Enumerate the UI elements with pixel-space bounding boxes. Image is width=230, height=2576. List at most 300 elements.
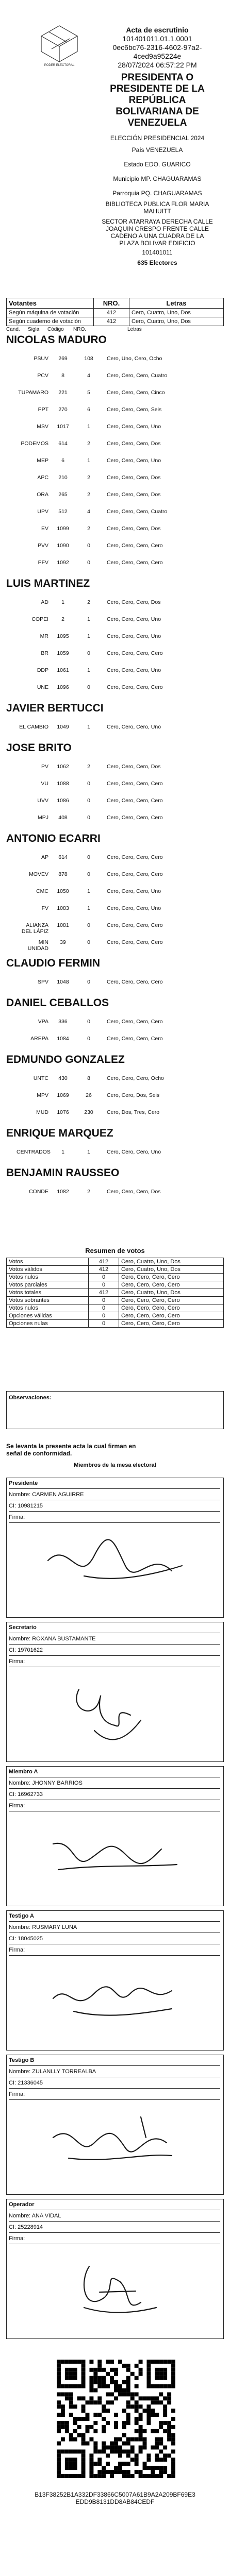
- municipio: Municipio MP. CHAGUARAMAS: [113, 175, 202, 182]
- qr-module: [110, 2474, 114, 2478]
- party-votes: 1: [87, 724, 90, 730]
- qr-module: [114, 2396, 118, 2400]
- party-letras: Cero, Cero, Cero, Cero: [107, 650, 163, 656]
- party-votes: 0: [87, 979, 90, 985]
- qr-module: [110, 2360, 114, 2364]
- summary-letras: Cero, Cero, Cero, Cero: [119, 1304, 224, 1312]
- acta-header: [95, 26, 219, 70]
- signer-ci: CI: 25228914: [9, 2224, 220, 2233]
- qr-module: [73, 2417, 77, 2421]
- qr-module: [146, 2474, 151, 2478]
- qr-module: [81, 2470, 86, 2474]
- qr-module: [155, 2396, 159, 2400]
- qr-module: [93, 2442, 97, 2446]
- qr-module: [146, 2368, 151, 2372]
- qr-module: [89, 2470, 93, 2474]
- qr-module: [102, 2384, 106, 2388]
- signer-box: [6, 1478, 224, 1618]
- summary-letras: Cero, Cero, Cero, Cero: [119, 1274, 224, 1281]
- signer-name: Nombre: ZULANLLY TORREALBA: [9, 2069, 220, 2077]
- qr-module: [167, 2474, 171, 2478]
- qr-module: [171, 2372, 175, 2376]
- qr-module: [77, 2449, 81, 2453]
- qr-module: [114, 2384, 118, 2388]
- qr-module: [65, 2396, 69, 2400]
- party-letras: Cero, Cero, Cero, Dos: [107, 599, 161, 605]
- row-nro: 412: [94, 317, 129, 326]
- qr-module: [171, 2474, 175, 2478]
- qr-module: [151, 2413, 155, 2417]
- qr-module: [86, 2400, 90, 2404]
- qr-module: [57, 2384, 61, 2388]
- handwritten-signature: [38, 1818, 192, 1895]
- handwritten-signature: [38, 1530, 192, 1607]
- qr-module: [81, 2368, 86, 2372]
- qr-module: [57, 2442, 61, 2446]
- qr-module: [126, 2437, 130, 2442]
- party-letras: Cero, Cero, Cero, Uno: [107, 724, 161, 730]
- centro-code: 101401011: [142, 249, 173, 256]
- qr-module: [93, 2449, 97, 2453]
- handwritten-signature: [38, 2107, 192, 2184]
- members-title: Miembros de la mesa electoral: [74, 1462, 156, 1468]
- party-sigla: VPA: [38, 1019, 48, 1025]
- qr-module: [171, 2449, 175, 2453]
- party-sigla: AP: [41, 854, 48, 860]
- qr-module: [97, 2462, 102, 2466]
- qr-module: [77, 2360, 81, 2364]
- party-row: [6, 369, 224, 385]
- qr-module: [61, 2404, 65, 2409]
- qr-module: [69, 2433, 73, 2437]
- party-votes: 1: [87, 888, 90, 894]
- qr-module: [102, 2376, 106, 2380]
- qr-module: [69, 2396, 73, 2400]
- qr-module: [102, 2470, 106, 2474]
- qr-module: [57, 2458, 61, 2462]
- qr-module: [126, 2453, 130, 2458]
- party-votes: 8: [87, 1075, 90, 1081]
- qr-module: [89, 2380, 93, 2384]
- party-letras: Cero, Cero, Cero, Dos: [107, 1189, 161, 1195]
- signer-ci: CI: 18045025: [9, 1936, 220, 1944]
- party-sigla: UPV: [37, 509, 48, 515]
- party-row: [6, 1072, 224, 1088]
- qr-module: [118, 2384, 122, 2388]
- signer-role: Testigo B: [9, 2057, 220, 2066]
- qr-module: [61, 2384, 65, 2388]
- qr-module: [89, 2466, 93, 2470]
- summary-nro: 0: [89, 1312, 119, 1320]
- heading-line: PRESIDENTA O: [121, 72, 194, 83]
- qr-module: [151, 2470, 155, 2474]
- qr-module: [102, 2380, 106, 2384]
- qr-module: [126, 2388, 130, 2393]
- qr-module: [73, 2429, 77, 2433]
- party-letras: Cero, Cero, Dos, Seis: [107, 1092, 160, 1098]
- qr-module: [159, 2458, 163, 2462]
- party-votes: 26: [86, 1092, 92, 1098]
- qr-module: [65, 2458, 69, 2462]
- qr-module: [93, 2446, 97, 2450]
- qr-module: [57, 2400, 61, 2404]
- party-sigla: CONDE: [29, 1189, 48, 1195]
- qr-module: [93, 2413, 97, 2417]
- qr-module: [77, 2384, 81, 2388]
- qr-module: [77, 2417, 81, 2421]
- candidate-name: JAVIER BERTUCCI: [6, 702, 104, 714]
- summary-row: [7, 1266, 224, 1274]
- qr-module: [171, 2442, 175, 2446]
- qr-module: [130, 2449, 135, 2453]
- estado: Estado EDO. GUARICO: [124, 161, 191, 168]
- summary-row: [7, 1274, 224, 1281]
- qr-module: [110, 2380, 114, 2384]
- party-votes: 2: [87, 440, 90, 447]
- party-letras: Cero, Cero, Cero, Cero: [107, 543, 163, 549]
- party-row: [6, 664, 224, 680]
- party-letras: Cero, Cero, Cero, Cero: [107, 1036, 163, 1042]
- party-row: [6, 613, 224, 629]
- qr-module: [135, 2376, 139, 2380]
- qr-module: [143, 2466, 147, 2470]
- party-sigla: MUD: [36, 1109, 48, 1115]
- qr-module: [163, 2466, 167, 2470]
- qr-module: [159, 2392, 163, 2396]
- qr-module: [65, 2429, 69, 2433]
- qr-module: [93, 2380, 97, 2384]
- qr-module: [65, 2376, 69, 2380]
- signer-firma-label: Firma:: [9, 2235, 220, 2244]
- qr-module: [93, 2474, 97, 2478]
- qr-module: [118, 2449, 122, 2453]
- qr-module: [126, 2364, 130, 2368]
- electores-count: 635 Electores: [137, 259, 177, 266]
- party-codigo: 614: [58, 440, 68, 447]
- signer-firma-label: Firma:: [9, 1947, 220, 1956]
- qr-module: [102, 2368, 106, 2372]
- party-codigo: 408: [58, 815, 68, 821]
- party-votes: 4: [87, 509, 90, 515]
- qr-module: [77, 2474, 81, 2478]
- party-letras: Cero, Cero, Cero, Cero: [107, 815, 163, 821]
- qr-module: [97, 2396, 102, 2400]
- qr-module: [69, 2404, 73, 2409]
- qr-module: [118, 2446, 122, 2450]
- qr-module: [135, 2384, 139, 2388]
- party-sigla: MEP: [37, 457, 48, 464]
- qr-module: [69, 2384, 73, 2388]
- qr-module: [167, 2392, 171, 2396]
- qr-module: [81, 2449, 86, 2453]
- qr-module: [126, 2413, 130, 2417]
- qr-module: [106, 2409, 110, 2413]
- summary-section: [6, 1247, 224, 1328]
- qr-module: [126, 2470, 130, 2474]
- party-codigo: 1061: [57, 667, 69, 673]
- party-codigo: 1092: [57, 560, 69, 566]
- qr-module: [110, 2446, 114, 2450]
- party-votes: 5: [87, 389, 90, 396]
- party-letras: Cero, Cero, Cero, Dos: [107, 474, 161, 481]
- summary-letras: Cero, Cuatro, Uno, Dos: [119, 1258, 224, 1266]
- qr-module: [61, 2449, 65, 2453]
- party-letras: Cero, Cero, Cero, Cero: [107, 922, 163, 928]
- party-codigo: 1069: [57, 1092, 69, 1098]
- qr-module: [163, 2404, 167, 2409]
- qr-module: [122, 2409, 126, 2413]
- party-sigla: MIN UNIDAD: [27, 939, 48, 952]
- qr-module: [171, 2380, 175, 2384]
- party-codigo: 1049: [57, 724, 69, 730]
- qr-module: [97, 2376, 102, 2380]
- qr-module: [126, 2392, 130, 2396]
- qr-module: [143, 2462, 147, 2466]
- qr-module: [163, 2453, 167, 2458]
- qr-module: [114, 2425, 118, 2429]
- qr-module: [163, 2376, 167, 2380]
- qr-module: [126, 2417, 130, 2421]
- qr-module: [163, 2413, 167, 2417]
- signer-name: Nombre: ANA VIDAL: [9, 2213, 220, 2222]
- qr-module: [106, 2400, 110, 2404]
- qr-module: [126, 2421, 130, 2425]
- qr-module: [167, 2384, 171, 2388]
- qr-module: [139, 2372, 143, 2376]
- summary-label: Votos nulos: [7, 1304, 89, 1312]
- qr-module: [122, 2442, 126, 2446]
- party-sigla: TUPAMARO: [18, 389, 48, 396]
- summary-table: [6, 1258, 224, 1328]
- party-letras: Cero, Cero, Cero, Dos: [107, 526, 161, 532]
- qr-module: [114, 2442, 118, 2446]
- qr-module: [114, 2437, 118, 2442]
- party-votes: 230: [84, 1109, 93, 1115]
- qr-module: [93, 2400, 97, 2404]
- party-votes: 0: [87, 939, 90, 945]
- party-row: [6, 919, 224, 935]
- qr-module: [159, 2400, 163, 2404]
- qr-module: [61, 2413, 65, 2417]
- party-letras: Cero, Uno, Cero, Ocho: [107, 355, 162, 362]
- party-codigo: 1088: [57, 781, 69, 787]
- qr-module: [171, 2433, 175, 2437]
- qr-module: [97, 2368, 102, 2372]
- signer-role: Secretario: [9, 1624, 220, 1633]
- party-sigla: UVV: [37, 798, 48, 804]
- party-sigla: SPV: [37, 979, 48, 985]
- qr-module: [159, 2376, 163, 2380]
- qr-module: [118, 2462, 122, 2466]
- party-row: [6, 647, 224, 663]
- qr-module: [57, 2421, 61, 2425]
- observations-box: [6, 1391, 224, 1429]
- party-letras: Cero, Cero, Cero, Cinco: [107, 389, 165, 396]
- party-letras: Cero, Cero, Cero, Cero: [107, 684, 163, 690]
- party-row: [6, 630, 224, 646]
- qr-module: [155, 2376, 159, 2380]
- signer-role: Testigo A: [9, 1913, 220, 1922]
- qr-module: [167, 2453, 171, 2458]
- party-sigla: UNTC: [33, 1075, 48, 1081]
- qr-module: [110, 2368, 114, 2372]
- qr-module: [122, 2380, 126, 2384]
- qr-module: [118, 2453, 122, 2458]
- qr-module: [171, 2384, 175, 2388]
- party-votes: 0: [87, 684, 90, 690]
- signer-ci: CI: 10981215: [9, 1503, 220, 1512]
- qr-module: [163, 2360, 167, 2364]
- party-sigla: PCV: [37, 372, 48, 379]
- signer-name: Nombre: ROXANA BUSTAMANTE: [9, 1636, 220, 1645]
- party-sigla: AREPA: [30, 1036, 48, 1042]
- party-sigla: MOVEV: [29, 871, 48, 877]
- summary-nro: 412: [89, 1258, 119, 1266]
- qr-module: [139, 2413, 143, 2417]
- qr-module: [159, 2474, 163, 2478]
- party-sigla: MPJ: [38, 815, 48, 821]
- party-codigo: 1076: [57, 1109, 69, 1115]
- qr-module: [57, 2466, 61, 2470]
- direccion: PLAZA BOLIVAR EDIFICIO: [119, 240, 195, 247]
- qr-module: [102, 2466, 106, 2470]
- signer-role: Presidente: [9, 1480, 220, 1489]
- qr-module: [139, 2360, 143, 2364]
- qr-module: [118, 2437, 122, 2442]
- qr-module: [57, 2404, 61, 2409]
- signer-ci: CI: 21336045: [9, 2080, 220, 2089]
- qr-module: [126, 2474, 130, 2478]
- qr-module: [81, 2417, 86, 2421]
- acta-code: 101401011.01.1.0001: [122, 35, 192, 43]
- qr-module: [151, 2429, 155, 2433]
- party-row: [6, 386, 224, 402]
- summary-letras: Cero, Cero, Cero, Cero: [119, 1312, 224, 1320]
- col-sigla: Sigla: [28, 327, 40, 332]
- party-letras: Cero, Cero, Cero, Cero: [107, 1019, 163, 1025]
- qr-module: [57, 2392, 61, 2396]
- party-letras: Cero, Cero, Cero, Uno: [107, 667, 161, 673]
- qr-module: [102, 2449, 106, 2453]
- qr-module: [126, 2384, 130, 2388]
- party-votes: 0: [87, 543, 90, 549]
- qr-module: [57, 2462, 61, 2466]
- qr-module: [93, 2368, 97, 2372]
- party-letras: Cero, Cero, Cero, Cuatro: [107, 509, 168, 515]
- qr-module: [155, 2474, 159, 2478]
- qr-module: [110, 2392, 114, 2396]
- qr-module: [126, 2376, 130, 2380]
- qr-module: [126, 2462, 130, 2466]
- qr-module: [159, 2437, 163, 2442]
- qr-module: [135, 2437, 139, 2442]
- qr-module: [57, 2425, 61, 2429]
- qr-module: [118, 2470, 122, 2474]
- centro: MAHUITT: [143, 208, 171, 215]
- handwritten-signature: [38, 1962, 192, 2040]
- qr-module: [159, 2470, 163, 2474]
- summary-letras: Cero, Cero, Cero, Cero: [119, 1320, 224, 1328]
- summary-label: Votos: [7, 1258, 89, 1266]
- qr-module: [57, 2360, 61, 2364]
- qr-module: [81, 2437, 86, 2442]
- party-row: [6, 885, 224, 901]
- qr-module: [167, 2429, 171, 2433]
- signer-firma-label: Firma:: [9, 2091, 220, 2100]
- party-row: [6, 437, 224, 453]
- signer-name: Nombre: CARMEN AGUIRRE: [9, 1492, 220, 1500]
- party-votes: 0: [87, 1019, 90, 1025]
- summary-row: [7, 1304, 224, 1312]
- party-sigla: ORA: [37, 492, 48, 498]
- party-codigo: 336: [58, 1019, 68, 1025]
- party-row: [6, 1185, 224, 1201]
- qr-module: [114, 2421, 118, 2425]
- party-sigla: BR: [41, 650, 48, 656]
- centro: BIBLIOTECA PUBLICA FLOR MARIA: [105, 200, 209, 208]
- qr-module: [89, 2437, 93, 2442]
- qr-module: [159, 2442, 163, 2446]
- party-row: [6, 760, 224, 776]
- qr-module: [118, 2392, 122, 2396]
- party-votes: 2: [87, 764, 90, 770]
- party-votes: 0: [87, 922, 90, 928]
- qr-module: [86, 2417, 90, 2421]
- qr-module: [151, 2400, 155, 2404]
- qr-module: [106, 2446, 110, 2450]
- qr-module: [61, 2409, 65, 2413]
- party-letras: Cero, Cero, Cero, Uno: [107, 423, 161, 430]
- qr-module: [118, 2388, 122, 2393]
- summary-nro: 412: [89, 1266, 119, 1274]
- party-codigo: 270: [58, 406, 68, 413]
- footer-hash-line2: EDD9B8131DD8AB84CEDF: [75, 2498, 155, 2505]
- party-codigo: 430: [58, 1075, 68, 1081]
- party-codigo: 1084: [57, 1036, 69, 1042]
- qr-module: [69, 2458, 73, 2462]
- qr-module: [73, 2368, 77, 2372]
- summary-nro: 0: [89, 1320, 119, 1328]
- qr-module: [146, 2413, 151, 2417]
- qr-module: [89, 2396, 93, 2400]
- qr-module: [146, 2376, 151, 2380]
- qr-module: [130, 2392, 135, 2396]
- summary-label: Opciones válidas: [7, 1312, 89, 1320]
- qr-module: [135, 2404, 139, 2409]
- qr-module: [146, 2384, 151, 2388]
- qr-module: [135, 2417, 139, 2421]
- party-votes: 0: [87, 871, 90, 877]
- party-votes: 1: [87, 667, 90, 673]
- summary-nro: 412: [89, 1289, 119, 1297]
- closing-line: Se levanta la presente acta la cual firman en: [6, 1443, 136, 1450]
- qr-module: [81, 2453, 86, 2458]
- qr-module: [151, 2396, 155, 2400]
- qr-module: [126, 2368, 130, 2372]
- party-sigla: PFV: [38, 560, 48, 566]
- party-codigo: 1017: [57, 423, 69, 430]
- qr-module: [126, 2404, 130, 2409]
- qr-module: [135, 2470, 139, 2474]
- party-votes: 2: [87, 492, 90, 498]
- qr-module: [163, 2446, 167, 2450]
- qr-module: [73, 2437, 77, 2442]
- qr-module: [146, 2421, 151, 2425]
- qr-module: [69, 2392, 73, 2396]
- qr-module: [143, 2442, 147, 2446]
- qr-module: [65, 2449, 69, 2453]
- qr-module: [106, 2470, 110, 2474]
